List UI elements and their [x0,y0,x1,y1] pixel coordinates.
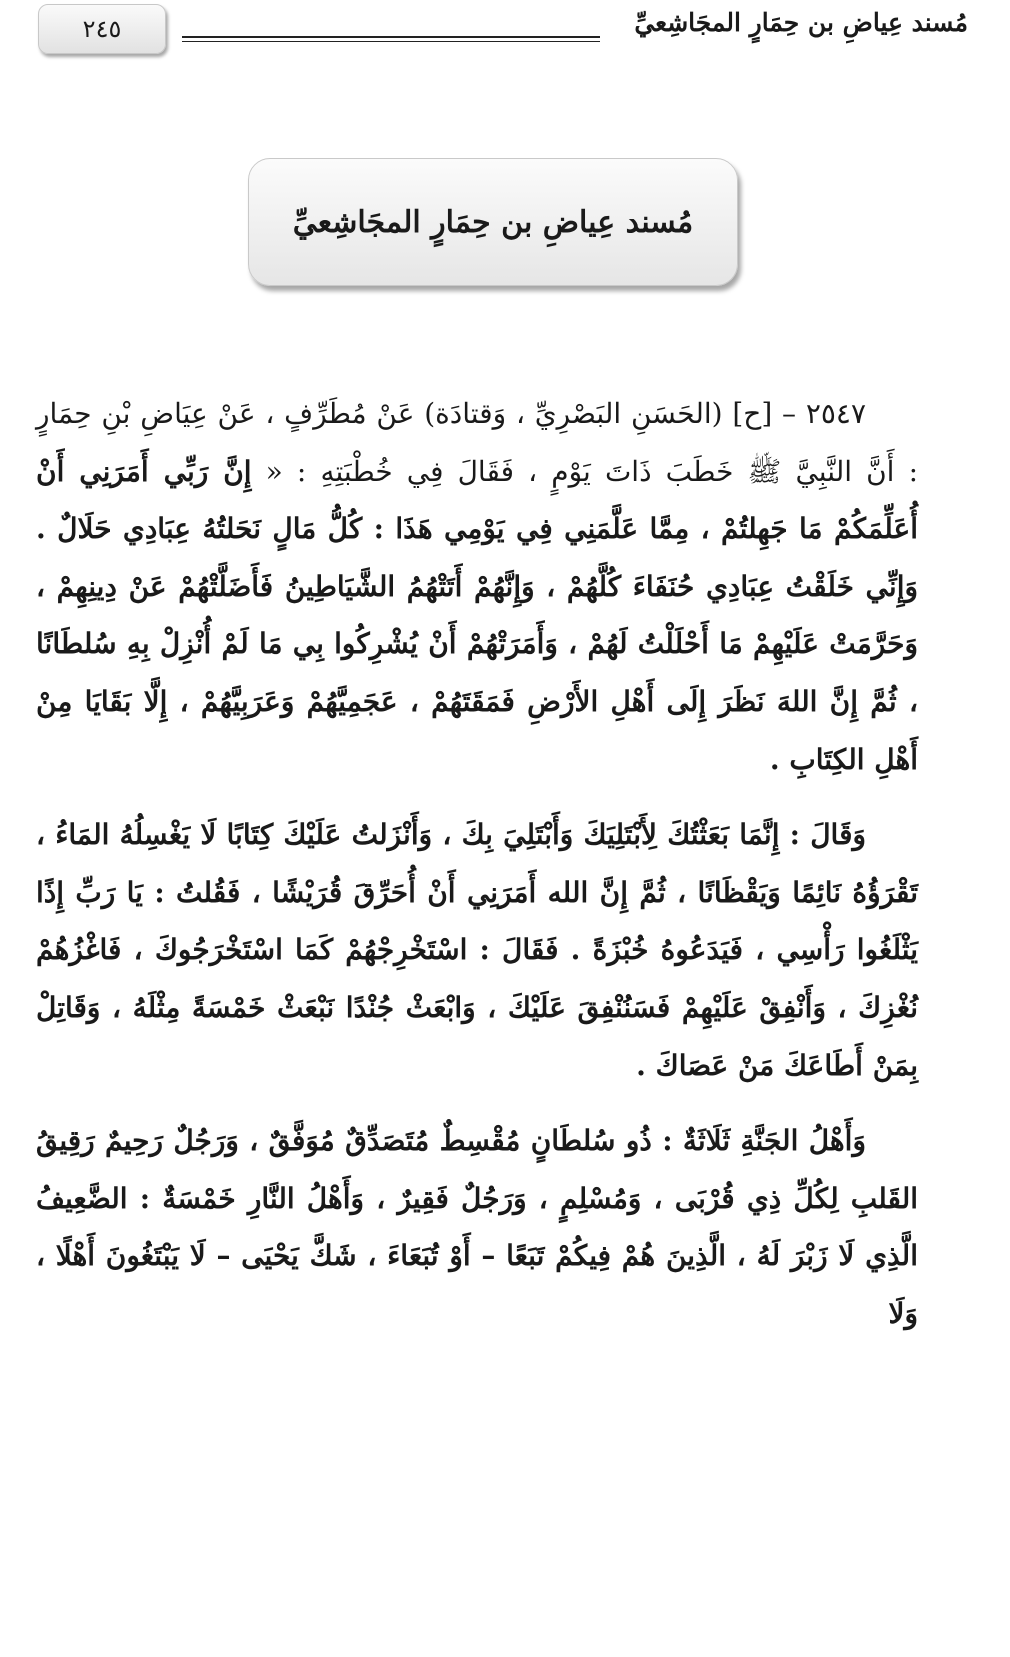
paragraph-1-text: إِنَّ رَبِّي أَمَرَنِي أَنْ أُعَلِّمَكُمْ مَا جَهِلتُمْ ، مِمَّا عَلَّمَنِي فِي يَوْمِي هَذَا : كُلُّ مَالٍ نَحَلتُهُ عِبَادِي حَلَالٌ . وَإِنِّي خَلَقْتُ عِبَادِي حُنَفَاءَ كُلَّهُمْ ، وَإِنَّهُمْ أَتَتْهُمُ الشَّيَاطِينُ فَأَضَلَّتْهُمْ عَنْ دِينِهِمْ ، وَحَرَّمَتْ عَلَيْهِمْ مَا أَحْلَلْتُ لَهُمْ ، وَأَمَرَتْهُمْ أَنْ يُشْرِكُوا بِي مَا لَمْ أُنْزِلْ بِهِ سُلطَانًا ، ثُمَّ إِنَّ اللهَ نَظَرَ إِلَى أَهْلِ الأَرْضِ فَمَقَتَهُمْ ، عَجَمِيَّهُمْ وَعَرَبِيَّهُمْ ، إِلَّا بَقَايَا مِنْ أَهْلِ الكِتَابِ . [36,454,918,776]
paragraph-3 [36,1112,918,1342]
paragraph-2-text: وَقَالَ : إِنَّمَا بَعَثْتُكَ لِأَبْتَلِيَكَ وَأَبْتَلِيَ بِكَ ، وَأَنْزَلتُ عَلَيْكَ كِتَابًا لَا يَغْسِلُهُ المَاءُ ، تَقْرَؤُهُ نَائِمًا وَيَقْظَانًا ، ثُمَّ إِنَّ الله أَمَرَنِي أَنْ أُحَرِّقَ قُرَيْشًا ، فَقُلتُ : يَا رَبِّ إِذًا يَثْلَغُوا رَأْسِي ، فَيَدَعُوهُ خُبْزَةً . فَقَالَ : اسْتَخْرِجْهُمْ كَمَا اسْتَخْرَجُوكَ ، فَاغْزُهُمْ نُغْزِكَ ، وَأَنْفِقْ عَلَيْهِمْ فَسَنُنْفِقَ عَلَيْكَ ، وَابْعَثْ جُنْدًا نَبْعَثْ خَمْسَةً مِثْلَهُ ، وَقَاتِلْ بِمَنْ أَطَاعَكَ مَنْ عَصَاكَ . [36,818,918,1082]
paragraph-2 [36,806,918,1094]
header-rule [182,36,600,42]
section-title: مُسند عِياضِ بن حِمَارٍ المجَاشِعيِّ [248,158,738,286]
running-title: مُسند عِياضِ بن حِمَارٍ المجَاشِعيِّ [634,8,968,37]
paragraph-1-lead: ٢٥٤٧ – [ح] (الحَسَنِ البَصْرِيِّ ، وَقتادَة) عَنْ مُطَرِّفٍ ، عَنْ عِيَاضِ بْنِ حِمَارٍ : أَنَّ النَّبِيَّ ﷺ خَطَبَ ذَاتَ يَوْمٍ ، فَقَالَ فِي خُطْبَتِهِ : « [36,397,919,488]
page-header [0,0,1010,70]
page-number: ٢٤٥ [38,4,166,54]
paragraph-3-text: وَأَهْلُ الجَنَّةِ ثَلَاثَةٌ : ذُو سُلطَانٍ مُقْسِطٌ مُتَصَدِّقٌ مُوَفَّقٌ ، وَرَجُلٌ رَحِيمٌ رَقِيقُ القَلبِ لِكُلِّ ذِي قُرْبَى ، وَمُسْلِمٍ ، وَرَجُلٌ فَقِيرٌ ، وَأَهْلُ النَّارِ خَمْسَةٌ : الضَّعِيفُ الَّذِي لَا زَبْرَ لَهُ ، الَّذِينَ هُمْ فِيكُمْ تَبَعًا – أَوْ تُبَعَاءَ ، شَكَّ يَحْيَى – لَا يَبْتَغُونَ أَهْلًا ، وَلَا [36,1124,918,1330]
text-body [36,385,918,1361]
paragraph-1 [36,385,918,788]
